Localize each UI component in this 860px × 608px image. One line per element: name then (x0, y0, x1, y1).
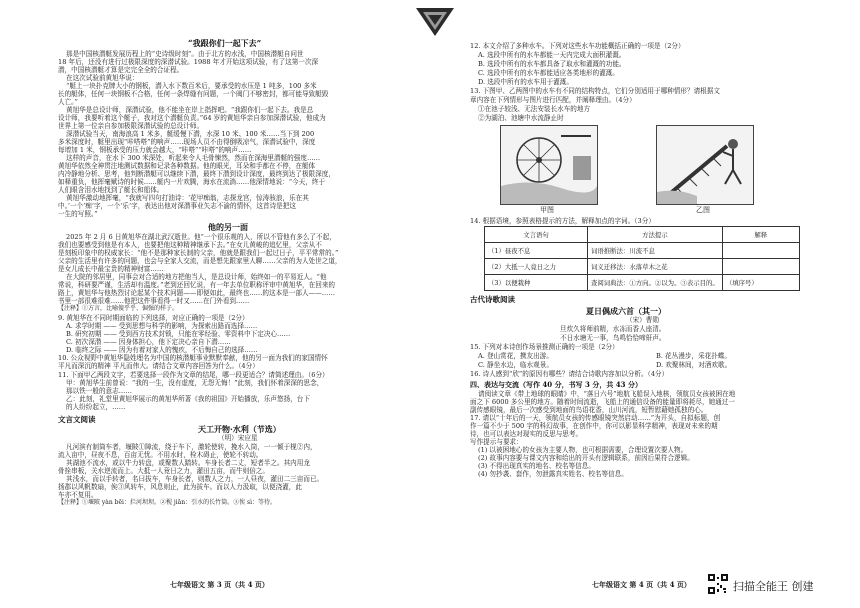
article-line: 黄旭华依然全神贯注地测试数据和记录各种数据。他的眼光，耳朵和手都在不停，在艇体 (58, 162, 316, 170)
classical-heading: 天工开物·水利（节选） (198, 424, 281, 434)
question-15: 15. 下列对本诗创作场景推测正确的一项是（2分） (470, 343, 619, 351)
section-line: 是女儿成长中最宝贵的精神财富…… (58, 265, 164, 273)
classical-line: 车亦不复用。 (58, 491, 98, 499)
question-14: 14. 根据语境，参照表格提示的方法，解释加点的字词。（3分） (470, 217, 655, 225)
table-cell: 词义迁移法：水落草木之花 (588, 259, 723, 275)
vocabulary-table (484, 226, 800, 291)
table-header: 文言语句 (485, 227, 588, 243)
writing-context-line: 面之下 6000 多公里的地方。随着时间流逝，飞船上的通信设备的能量即将耗尽，她通过一 (470, 398, 735, 406)
article-line: 世界上第一位亲自参加极限深潜试验的总设计师。 (58, 122, 204, 130)
article-line: 一生的写照。” (58, 210, 98, 218)
article-line: 18 年后，还没有进行过极限深度的深潜试验。1988 年才开始这项试验，有了这第一次深 (58, 58, 319, 66)
page-4-footer: 七年级语文 第 4 页（共 4 页） (592, 580, 691, 589)
question-10: 10. 公众视野中黄旭华隐姓埋名为中国的核潜艇事业默默奉献，他的另一面为我们的家国情怀 (58, 354, 328, 362)
classical-line: 骨拴串板，关水逆流而上。大抵一人竟日之力，灌田五亩，而牛则倍之。 (58, 467, 269, 475)
q11-line: 乙：此刻，礼堂里黄旭华展示的黄旭华所著《我的祖国》开始播放，乐声悠扬，台下 (66, 395, 310, 403)
table-cell: （1）昼夜不息 (485, 243, 588, 259)
notes-line: 【注释】①方言，比喻傻乎乎、倔强的样子。 (58, 305, 179, 312)
scanner-watermark: 扫描全能王 创建 (733, 580, 814, 593)
q15-option-b: B. 花丛漫步，采花扑蝶。 (656, 352, 731, 360)
article-line: 深潜试验当天，南海浪高 1 米多，艇缓慢下潜，水深 10 米、100 米……当下到 200 (66, 130, 315, 138)
classical-author: （明）宋应星 (218, 434, 258, 442)
question-13-cont: 章内容在下列情形与图片进行匹配，并阐释理由。（4分） (470, 96, 636, 104)
q9-option: A. 求学时期 —— 受到思想与科学的影响，为探索出路而选择…… (66, 322, 258, 330)
table-row (485, 243, 800, 259)
table-cell: 词语推断法：川流不息 (588, 243, 723, 259)
question-11: 11. 下面甲乙两段文字，若要选择一段作为文章的结尾，哪一段更适合？请简述理由。（6分） (58, 371, 329, 379)
classical-line: 扬郡以风帆数扇，俟③风转车，风息则止，此为拔车。而以人力汲取，以便浇灌，此 (58, 483, 302, 491)
article-line: “艇上一块扑克牌大小的钢板，潜入水下数百米后，要承受的水压是 1 吨多，100 多米 (66, 82, 317, 90)
article-line: 设计师，我要听着这个艇子，我对这个潜艇负责。”64 岁的黄旭华亲自参加深潜试验，他成为 (58, 114, 326, 122)
classical-line: 其浅水，而以手转者，名曰拔车，车身长者，则数人之力，一人昼夜，灌田二三亩而已。 (66, 475, 324, 483)
article-line: 如释重负，他挥毫赋诗的时候……艇内一片欢腾，海水在流淌……他深情地说：“今天，终于 (58, 178, 326, 186)
q11-line: 那以铁一般的意志…… (66, 387, 132, 395)
article-line: 黄旭华是总设计师，深潜试验，他不能坐在岸上指挥吧。“我跟你们一起下去。我是总 (66, 106, 314, 114)
q11-line: 的人纷纷起立，…… (66, 403, 126, 411)
section-line: 路上，黄旭华与他热烈讨论起某个技术问题——即便如此，最终也……的这本是一部人——…… (58, 289, 335, 297)
section-line: 在大院的邻居里，同事会对合适的地方把他当人，是总设计师，始终如一的平易近人。“他 (66, 273, 327, 281)
section-line: 书里一部很难很难……他把这件事看得一时又……在门外看到…… (58, 297, 250, 305)
table-row (485, 259, 800, 275)
page-4-column (470, 0, 830, 608)
question-16: 16. 诗人感到“欣”的原因有哪些？请结合诗歌内容加以分析。（4分） (470, 370, 669, 378)
waterwheel-illustration-b (656, 125, 754, 205)
classical-section-title: 文言文阅读 (58, 415, 96, 424)
q13-situation: ②为湖泊、池塘中水流静止时 (478, 114, 564, 122)
writing-tip: (1) 以被困地心的女孩为主要人物，也可根据需要，合理设置次要人物。 (478, 446, 688, 454)
classical-line: 流入亩中，昼夜不息，百亩无忧。不用水时，栓木碍止，使轮不转动。 (58, 451, 263, 459)
q15-option-d: D. 欢聚林间，对酒欢歌。 (656, 361, 732, 369)
article-line: 每增加 1 米，钢板承受的压力就会越大，“咔嗒”“咔嗒”的响声…… (58, 146, 252, 154)
classical-notes: 【注释】①堰陂 yàn bēi：拦河坝坝。②枧 jiǎn：引水的长竹筒。③俟 sì：等待。 (58, 499, 276, 506)
writing-context-line: 请阅读文章《带上地球的眼睛》中，“落日六号”地航飞船误入地核，领航员女孩被困在地 (478, 390, 736, 398)
q12-option: A. 选段中所有的水车都能一天内完成大面积灌溉。 (478, 51, 626, 59)
q13-situation: ①在池子较浅、无法安装长水车的地方 (478, 105, 591, 113)
writing-tip: (3) 不得出现真实的地名、校名等信息。 (478, 462, 595, 470)
page-3-column (58, 0, 416, 608)
classical-line: 凡河滨有制筒车者，堰陂①障流，绕于车下，激轮使转，挽水入筒，一一倾于枧②内， (66, 443, 317, 451)
article-title: “我跟你们一起下去” (188, 38, 262, 48)
article-line: 潜，中国核潜艇才算是完完全全的合证程。 (58, 66, 184, 74)
table-header: 解释 (722, 227, 799, 243)
section-line: 是刻板印象中的权威家长：“他不是那种家长制的父亲，他就是跟我们一起过日子，平平常常的。” (58, 249, 339, 257)
q9-option: B. 研究初期 —— 受到西方技术封锁，只能在零经验、零资料中下定决心…… (66, 330, 291, 338)
writing-context-line: 副传感眼镜，最后一次感受到地面的鸟语花香，山川河流，短暂慰藉她孤独的心。 (470, 406, 708, 414)
section-line: 我们也要感受到他是有本人，也要把他这种精神继承下去。”在女儿黄峻的追忆里，父亲从不 (58, 241, 322, 249)
article-line: 黄旭华激动地挥毫，“我就写四句打油诗：‘花甲痴翁，志探龙宫，惊涛骇浪，乐在其 (66, 194, 309, 202)
poem-author: （宋）曹勋 (626, 316, 659, 324)
writing-section-header: 四、表达与交流（写作 40 分，书写 3 分，共 43 分） (470, 380, 642, 389)
page-3-footer: 七年级语文 第 3 页（共 4 页） (170, 580, 269, 589)
q12-option: C. 选段中所有的水车都能适应各类地形的灌溉。 (478, 69, 619, 77)
classical-line: 其湖池不流水，或以牛力转盘，或聚数人踏转。车身长者二丈，短者半之。其内用龙 (66, 459, 310, 467)
answer-cell[interactable] (722, 243, 799, 259)
article-line: 那是中国核潜艇发展历程上的“史诗级时刻”。由于北方的水浅，中国核潜艇自问世 (66, 50, 304, 58)
article-line: 中。’一个‘痴’字，一个‘乐’字，表达出他对深潜事业矢志不渝的情怀，这首诗是把这 (58, 202, 296, 210)
q15-option-c: C. 静坐水边，临水观景。 (478, 361, 553, 369)
waterwheel-illustration-a (500, 125, 598, 205)
section-line: 2025 年 2 月 6 日黄旭华在湖北武汉逝世。他“一个很乐观的人，所以不管他有多么了不起， (66, 233, 336, 241)
article-line: 在这次试验前黄旭华说： (66, 74, 139, 82)
section-title: 他的另一面 (208, 222, 248, 232)
article-line: 内冷静地分析、思考，他判断潜艇可以继续下潜，最终下潜到设计深度，最终到达了极限深度， (58, 170, 335, 178)
question-9: 9. 黄旭华在不同时期面临的下列选择，对应正确的一项是（2分） (58, 314, 249, 322)
q15-option-a: A. 登山赏花，携友出游。 (478, 352, 553, 360)
school-emblem-icon (414, 6, 456, 38)
article-line: 多米深度时，艇里出现“咔嗒嗒”的响声……现场人员不由得倒吸凉气，深潜试验中，深度 (58, 138, 316, 146)
section-line: 常说，科研要严谨，生活却有温度。”老到还回忆说，有一年去单位职称评审中黄旭华，在回来的 (58, 281, 336, 289)
writing-tips-title: 写作提示与要求： (470, 438, 523, 446)
question-12: 12. 本文介绍了多种水车。下列对这些水车功能概括正确的一项是（2分） (470, 42, 685, 50)
question-17-line: 作一篇不少于 500 字的科幻故事，在创作中，你可以影显科学精神，表现对未来的期 (470, 422, 718, 430)
table-cell: （2）大抵一人竟日之力 (485, 259, 588, 275)
qr-code-icon (708, 574, 728, 594)
q9-option: D. 临终之际 —— 因为有着对家人的愧疚，不后悔自己的选择…… (66, 346, 258, 354)
writing-tip: (2) 故事内容要与课文内容和给出的开头有逻辑联系，前因后果符合逻辑。 (478, 454, 694, 462)
article-line: 这样的声音，在水下 300 米深处，听起来令人毛骨悚然，然而在深海里潜艇的强度…… (66, 154, 321, 162)
article-line: 人们眼含泪水地找到了艇长和船体。 (58, 186, 164, 194)
table-cell: （3）以便栽种 (485, 275, 588, 291)
article-line: 人亡。” (58, 98, 78, 106)
answer-cell[interactable]: （填序号） (722, 275, 799, 291)
section-line: 父亲的生活里有许多的问题，也会与全家人交流，而是想先跟家里人聊……父亲的为人处世之道， (58, 257, 342, 265)
answer-cell[interactable] (722, 259, 799, 275)
question-17-line: 17. 请以“十年后的一天，领航员女孩的传感眼镜突然启动……”为开头，自拟标题，创 (470, 414, 721, 422)
article-line: 长的艇体，任何一块钢板不合格，任何一条焊缝有问题，一个阀门不够密封，都可能导致艇毁 (58, 90, 329, 98)
writing-tip: (4) 勿抄袭、套作，勿泄露真实姓名、校名等信息。 (478, 470, 628, 478)
figure-caption-a: 甲图 (540, 206, 554, 214)
q12-option: D. 选段中所有的水车用于灌溉。 (478, 78, 573, 86)
question-10-cont: 平凡而深沉的精神 平凡而伟大。请结合文章内容回答为什么。（4分） (58, 362, 259, 370)
table-row (485, 275, 800, 291)
q12-option: B. 选段中所有的水车都具备了取水和灌溉的功能。 (478, 60, 626, 68)
poem-line: 不日水塘无一事，鸟鸣恰恰啼鼾声。 (560, 334, 666, 342)
table-cell: 查阅词典法：①方向。②以为。③表示目的。 (588, 275, 723, 291)
poem-line: 旦炊久将师前精，水冻而香人座清。 (560, 325, 666, 333)
figure-caption-b: 乙图 (696, 206, 710, 214)
question-17-line: 待，也可以表达对现实的反思与思考。 (470, 430, 583, 438)
question-13: 13. 下图甲、乙两图中的水车有不同的结构特点，它们分别适用于哪种情形？请根据文 (470, 87, 720, 95)
q9-option: C. 初次深潜 —— 因身体担心，他下定决心亲自下潜…… (66, 338, 231, 346)
table-header: 方法提示 (588, 227, 723, 243)
poem-title: 夏日偶成六首（其一） (586, 306, 666, 316)
q11-line: 甲：黄旭华生前曾说：“我的一生，没有虚度，无怨无悔！”此刻，我们怀着深深的思念， (66, 379, 324, 387)
poetry-section-title: 古代诗歌阅读 (470, 295, 515, 304)
